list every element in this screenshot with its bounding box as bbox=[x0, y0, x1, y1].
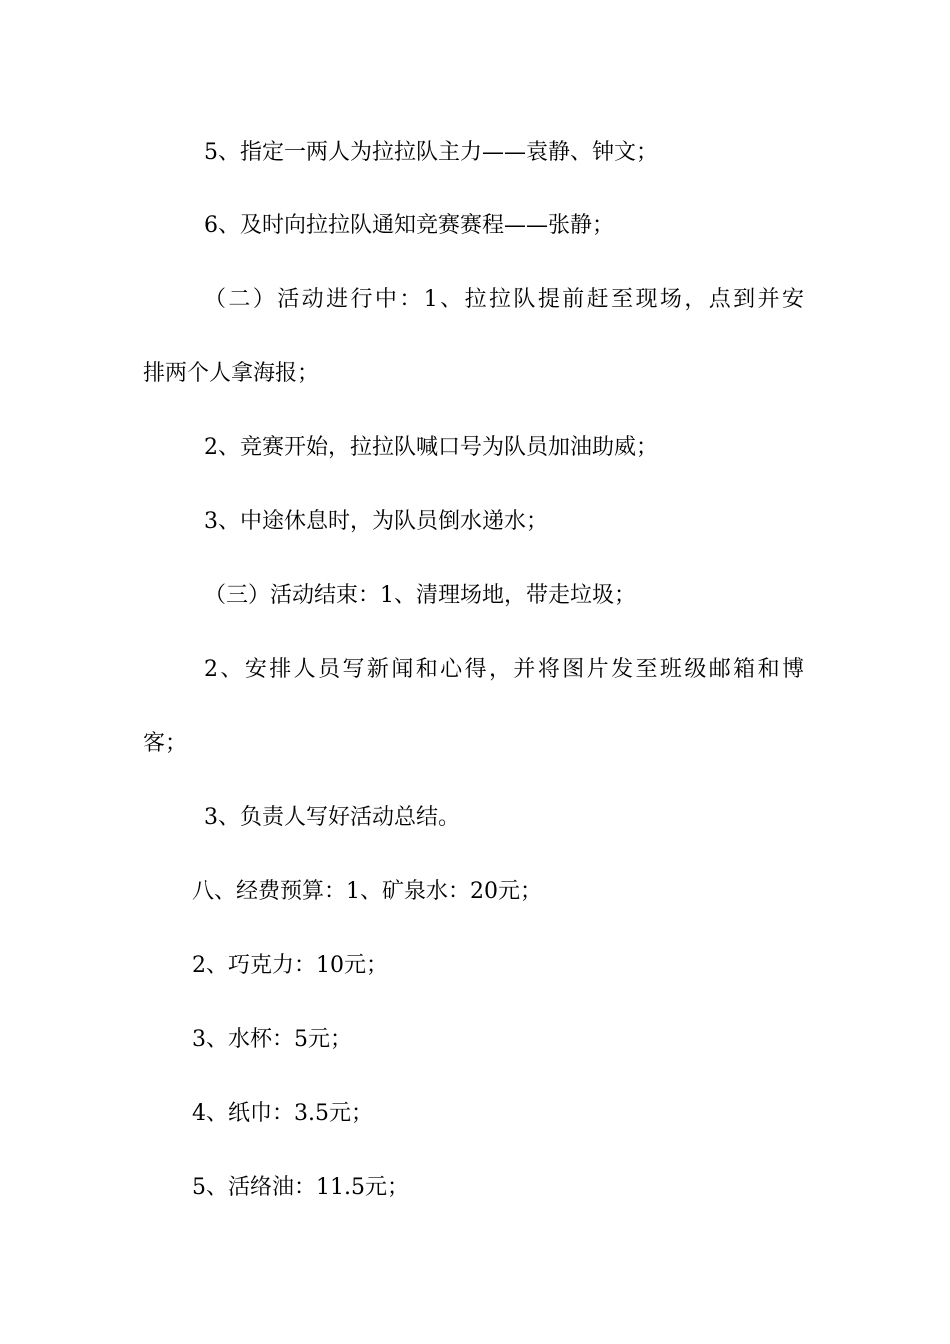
paragraph-line: 排两个人拿海报； bbox=[143, 361, 320, 386]
paragraph-line: （二）活动进行中：1、拉拉队提前赶至现场，点到并安 bbox=[204, 287, 804, 312]
paragraph-line: 八、经费预算：1、矿泉水：20元； bbox=[192, 879, 542, 904]
paragraph-line: 2、巧克力：10元； bbox=[192, 953, 388, 978]
paragraph-line: 客； bbox=[143, 731, 188, 756]
paragraph-line: 2、安排人员写新闻和心得，并将图片发至班级邮箱和博 bbox=[204, 657, 804, 682]
paragraph-line: 3、负责人写好活动总结。 bbox=[204, 805, 460, 830]
paragraph-line: 3、中途休息时，为队员倒水递水； bbox=[204, 509, 548, 534]
paragraph-line: 3、水杯：5元； bbox=[192, 1027, 352, 1052]
paragraph-line: 2、竞赛开始，拉拉队喊口号为队员加油助威； bbox=[204, 435, 658, 460]
paragraph-line: 4、纸巾：3.5元； bbox=[192, 1101, 373, 1126]
paragraph-line: 5、活络油：11.5元； bbox=[192, 1175, 409, 1200]
paragraph-line: （三）活动结束：1、清理场地，带走垃圾； bbox=[204, 583, 636, 608]
paragraph-line: 5、指定一两人为拉拉队主力——袁静、钟文； bbox=[204, 140, 658, 165]
paragraph-line: 6、及时向拉拉队通知竞赛赛程——张静； bbox=[204, 213, 614, 238]
